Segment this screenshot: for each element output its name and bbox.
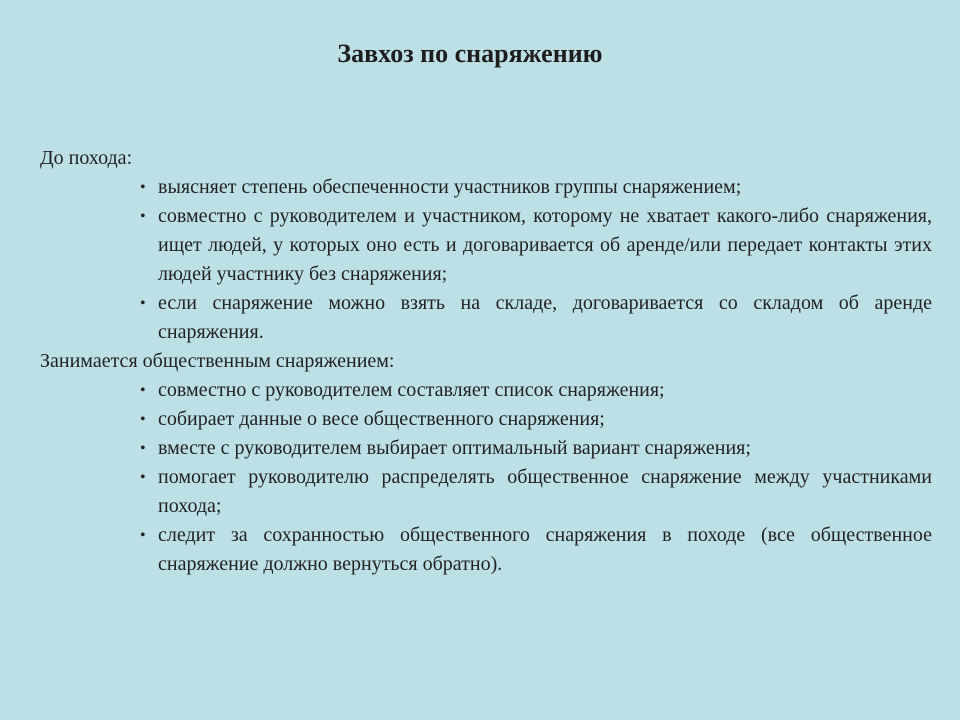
bullet-list-before-trip [40, 173, 932, 347]
slide-content [40, 144, 932, 579]
list-item-text: следит за сохранностью общественного снаряжения в походе (все общественное снаряжение должно вернуться обратно). [158, 524, 932, 575]
list-item [140, 173, 932, 202]
bullet-icon: • [140, 527, 146, 544]
list-item [140, 376, 932, 405]
bullet-icon: • [140, 295, 146, 312]
bullet-icon: • [140, 382, 146, 399]
list-item-text: совместно с руководителем и участником, которому не хватает какого-либо снаряжения, ищет людей, у которых оно есть и договаривается об аренде/или передает контакты этих людей участнику без снаряжения; [158, 205, 932, 285]
slide-title: Завхоз по снаряжению [337, 39, 603, 68]
bullet-icon: • [140, 440, 146, 457]
list-item [140, 434, 932, 463]
bullet-icon: • [140, 208, 146, 225]
list-item-text: помогает руководителю распределять общественное снаряжение между участниками похода; [158, 466, 932, 517]
list-item-text: совместно с руководителем составляет список снаряжения; [158, 379, 665, 401]
list-item-text: если снаряжение можно взять на складе, договаривается со складом об аренде снаряжения. [158, 292, 932, 343]
bullet-icon: • [140, 469, 146, 486]
list-item [140, 521, 932, 579]
list-item-text: вместе с руководителем выбирает оптимальный вариант снаряжения; [158, 437, 751, 459]
section-heading-public-gear: Занимается общественным снаряжением: [40, 350, 395, 372]
list-item-text: выясняет степень обеспеченности участников группы снаряжением; [158, 176, 742, 198]
list-item [140, 202, 932, 289]
bullet-list-public-gear [40, 376, 932, 579]
list-item [140, 289, 932, 347]
bullet-icon: • [140, 179, 146, 196]
list-item-text: собирает данные о весе общественного снаряжения; [158, 408, 605, 430]
list-item [140, 405, 932, 434]
bullet-icon: • [140, 411, 146, 428]
section-heading-before-trip: До похода: [40, 147, 133, 169]
list-item [140, 463, 932, 521]
